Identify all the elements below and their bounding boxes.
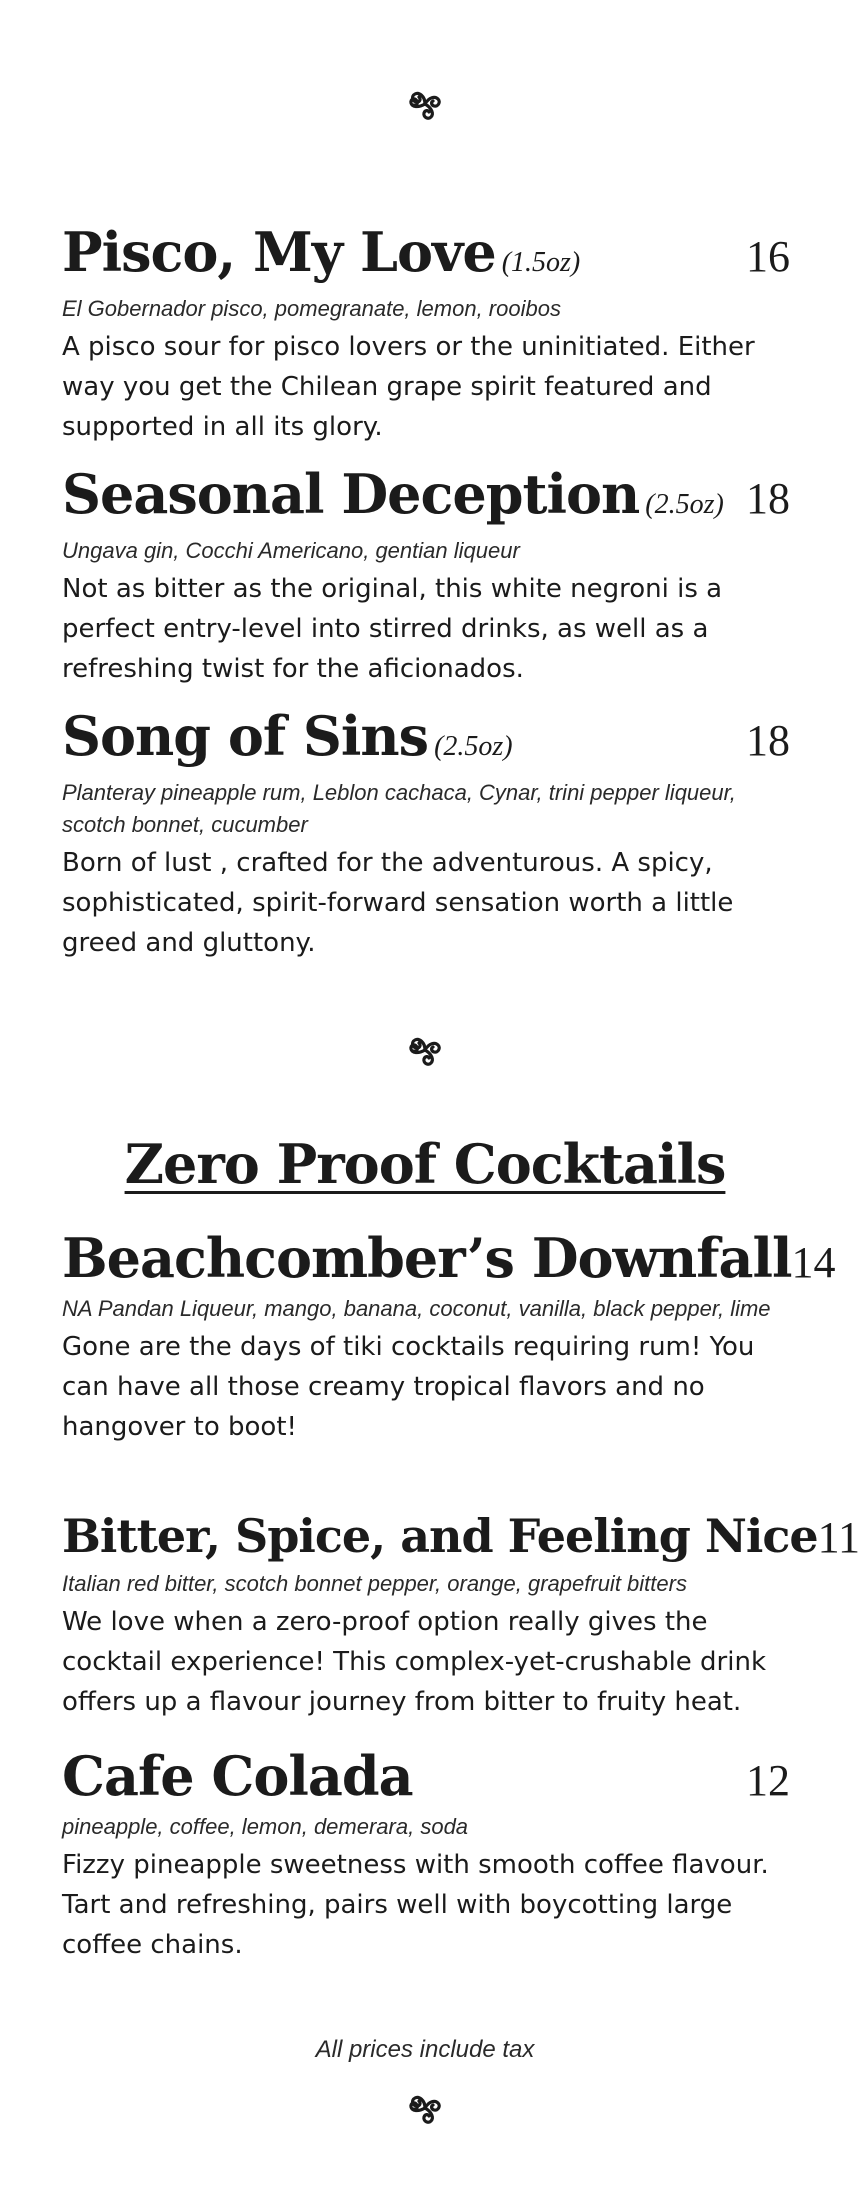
- triskele-icon: [401, 80, 449, 128]
- menu-item: [62, 1226, 836, 1447]
- item-price: 11: [817, 1513, 860, 1562]
- item-price: 12: [746, 1756, 790, 1805]
- item-name: Seasonal Deception: [62, 462, 640, 526]
- menu-item-header: [62, 1226, 836, 1293]
- footer-note: All prices include tax: [315, 2036, 535, 2063]
- item-ingredients: El Gobernador pisco, pomegranate, lemon, rooibos: [62, 296, 561, 321]
- item-name: Pisco, My Love: [62, 220, 496, 284]
- menu-item: [62, 706, 790, 963]
- item-name: Cafe Colada: [62, 1744, 413, 1808]
- item-name: Bitter, Spice, and Feeling Nice: [62, 1509, 818, 1563]
- item-ingredients: NA Pandan Liqueur, mango, banana, coconut, vanilla, black pepper, lime: [62, 1296, 771, 1321]
- menu-item-header: [62, 1746, 790, 1811]
- item-description: Not as bitter as the original, this white negroni is a perfect entry-level into stirred drinks, as well as a refreshing twist for the aficionados.: [62, 574, 723, 684]
- menu-item-header: [62, 1506, 860, 1568]
- menu-item: [62, 1746, 790, 1965]
- menu-item-header: [62, 706, 790, 777]
- menu-item: [62, 1506, 860, 1722]
- item-price: 14: [791, 1238, 836, 1287]
- item-ingredients: Italian red bitter, scotch bonnet pepper, orange, grapefruit bitters: [62, 1571, 687, 1596]
- item-title: [62, 464, 724, 535]
- section-title-zero-proof: Zero Proof Cocktails: [124, 1132, 726, 1196]
- item-description: Gone are the days of tiki cocktails requiring rum! You can have all those creamy tropical flavors and no hangover to boot!: [62, 1332, 755, 1442]
- item-ingredients: Planteray pineapple rum, Leblon cachaca, Cynar, trini pepper liqueur, scotch bonnet, cucumber: [62, 780, 736, 837]
- item-price: 16: [746, 232, 790, 281]
- item-ingredients: pineapple, coffee, lemon, demerara, soda: [62, 1814, 469, 1839]
- item-price: 18: [746, 474, 790, 523]
- item-description: Fizzy pineapple sweetness with smooth coffee flavour. Tart and refreshing, pairs well with boycotting large coffee chains.: [62, 1850, 769, 1960]
- item-title: [62, 706, 513, 777]
- item-ingredients: Ungava gin, Cocchi Americano, gentian liqueur: [62, 538, 520, 563]
- item-name: Song of Sins: [62, 704, 429, 768]
- menu-item-header: [62, 222, 790, 293]
- item-title: [62, 222, 580, 293]
- item-description: A pisco sour for pisco lovers or the uninitiated. Either way you get the Chilean grape spirit featured and supported in all its glory.: [62, 332, 755, 442]
- triskele-icon: [401, 1026, 449, 1074]
- item-description: Born of lust , crafted for the adventurous. A spicy, sophisticated, spirit-forward sensation worth a little greed and gluttony.: [62, 848, 734, 958]
- menu-item-header: [62, 464, 790, 535]
- item-name: Beachcomber’s Downfall: [62, 1226, 792, 1290]
- item-volume: (1.5oz): [501, 247, 581, 278]
- menu-item: [62, 464, 790, 689]
- item-volume: (2.5oz): [434, 731, 513, 762]
- item-price: 18: [746, 716, 790, 765]
- item-description: We love when a zero-proof option really gives the cocktail experience! This complex-yet-crushable drink offers up a flavour journey from bitter to fruity heat.: [62, 1607, 767, 1717]
- menu-item: [62, 222, 790, 447]
- triskele-icon: [401, 2084, 449, 2132]
- item-volume: (2.5oz): [645, 489, 724, 520]
